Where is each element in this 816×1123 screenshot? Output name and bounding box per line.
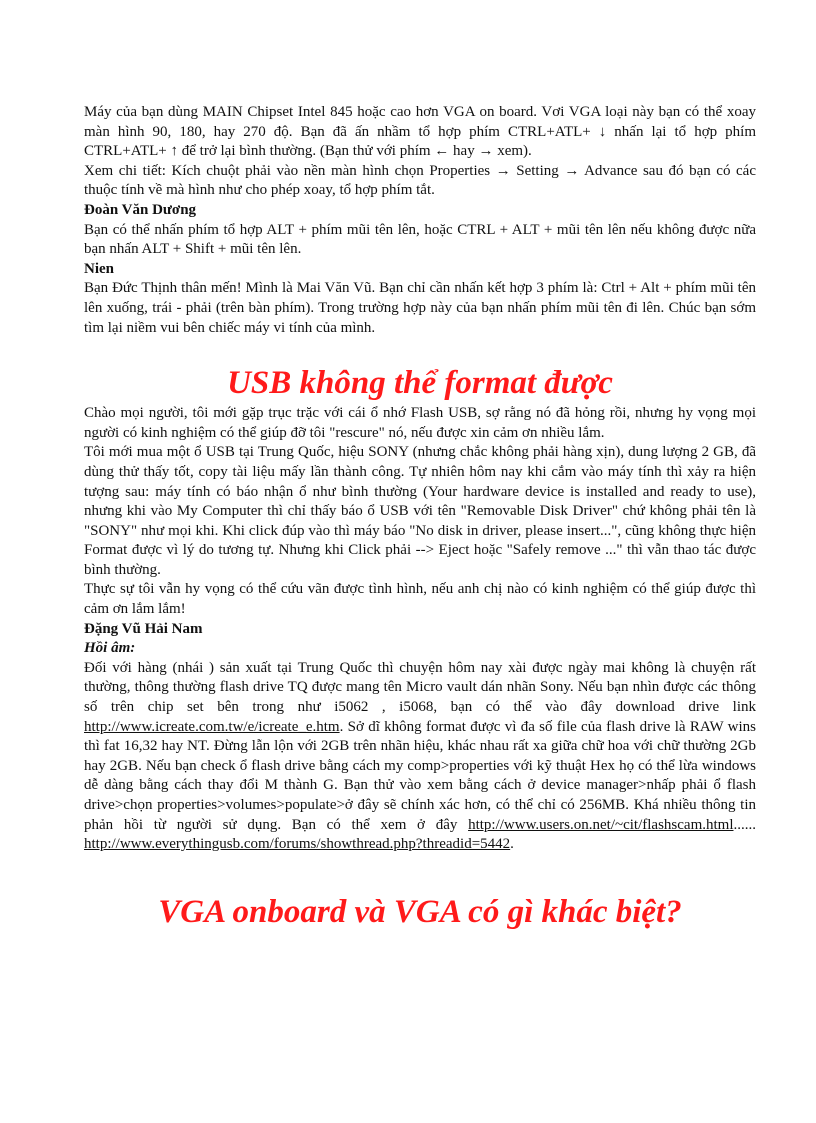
paragraph: Chào mọi người, tôi mới gặp trục trặc với cái ổ nhớ Flash USB, sợ rằng nó đã hỏng rồi, nhưng hy vọng mọi người có kinh nghiệm có thể giúp đỡ tôi "rescure" nó, nếu được xin cảm ơn nhiều lắm. bbox=[84, 405, 756, 441]
reply-paragraph-end bbox=[84, 835, 756, 855]
link-icreate[interactable]: http://www.icreate.com.tw/e/icreate_e.htm bbox=[84, 718, 340, 735]
paragraph: Máy của bạn dùng MAIN Chipset Intel 845 hoặc cao hơn VGA on board. Vơi VGA loại này bạn có thể xoay màn hình 90, 180, hay 270 độ. Bạn đã ấn nhầm tổ hợp phím CTRL+ATL+ ↓ nhấn lại tổ hợp phím CTRL+ATL+ ↑ để trở lại bình thường. (Bạn thử với phím ← hay → xem). bbox=[84, 104, 756, 160]
document-page bbox=[84, 103, 756, 931]
reply-text: Đối với hàng (nhái ) sản xuất tại Trung Quốc thì chuyện hôm nay xài được ngày mai không là chuyện rất thường, thông thường flash drive TQ được mang tên Micro vault dán nhãn Sony. Nếu bạn nhìn được các thông số trên chip set bên trong như i5062 , i5068, bạn có thể vào đây download drive link bbox=[84, 659, 756, 716]
reply-text: . Sở dĩ không format được vì đa số file của flash drive là RAW wins thì fat 16,32 hay NT. Đừng lẫn lộn với 2GB trên nhãn hiệu, khác nhau rất xa giữa chữ hoa với chữ thường 2Gb hay 2GB. Nếu bạn check ổ flash drive bằng cách my comp>properties với kỹ thuật Hex họ có thể lừa windows dễ dàng bằng cách thay đổi M thành G. Bạn thử vào xem bằng cách ở device manager>nhấp phải ổ flash drive>chọn properties>volumes>populate>ở đây sẽ chính xác hơn, có thể chỉ có 256MB. Khá nhiều thông tin phản hồi từ người sử dụng. Bạn có thể xem ở đây bbox=[84, 718, 756, 833]
author-name: Nien bbox=[84, 260, 114, 277]
paragraph: Tôi mới mua một ổ USB tại Trung Quốc, hiệu SONY (nhưng chắc không phải hàng xịn), dung lượng 2 GB, đã dùng thử thấy tốt, copy tài liệu mấy lần thành công. Tự nhiên hôm nay khi cắm vào máy tính thì xảy ra hiện tượng sau: máy tính có báo nhận ổ như bình thường (Your hardware device is installed and ready to use), nhưng khi vào My Computer thì chỉ thấy báo ổ USB với tên "Removable Disk Driver" chứ không phải tên là "SONY" như mọi khi. Khi click đúp vào thì máy báo "No disk in driver, please insert...", cũng không thực hiện Format được vì lý do tương tự. Nhưng khi Click phải --> Eject hoặc "Safely remove ..." thì vẫn thao tác được bình thường. bbox=[84, 444, 756, 578]
link-flashscam[interactable]: http://www.users.on.net/~cit/flashscam.html bbox=[468, 816, 734, 833]
author-name: Đặng Vũ Hải Nam bbox=[84, 620, 203, 637]
reply-paragraph bbox=[84, 659, 756, 835]
author-name: Đoàn Văn Dương bbox=[84, 201, 197, 218]
paragraph: Bạn có thể nhấn phím tổ hợp ALT + phím mũi tên lên, hoặc CTRL + ALT + mũi tên lên nếu không được nữa bạn nhấn ALT + Shift + mũi tên lên. bbox=[84, 221, 756, 258]
link-everythingusb[interactable]: http://www.everythingusb.com/forums/showthread.php?threadid=5442 bbox=[84, 836, 511, 853]
reply-label: Hồi âm: bbox=[84, 640, 136, 657]
section-title: VGA onboard và VGA có gì khác biệt? bbox=[158, 893, 682, 930]
period-text: . bbox=[510, 836, 514, 853]
paragraph: Thực sự tôi vẫn hy vọng có thể cứu vãn được tình hình, nếu anh chị nào có kinh nghiệm có thể giúp được thì cảm ơn lắm lắm! bbox=[84, 581, 756, 618]
paragraph: Bạn Đức Thịnh thân mến! Mình là Mai Văn Vũ. Bạn chỉ cần nhấn kết hợp 3 phím là: Ctrl + Alt + phím mũi tên lên xuống, trái - phải (trên bàn phím). Trong trường hợp này của bạn nhấn phím mũi tên đi lên. Chúc bạn sớm tìm lại niềm vui bên chiếc máy vi tính của mình. bbox=[84, 280, 756, 336]
paragraph: Xem chi tiết: Kích chuột phải vào nền màn hình chọn Properties → Setting → Advance sau đó bạn có các thuộc tính về mà hình như cho phép xoay, tổ hợp phím tắt. bbox=[84, 162, 756, 199]
section-title: USB không thể format được bbox=[227, 365, 613, 402]
ellipsis-text: ...... bbox=[733, 816, 756, 833]
